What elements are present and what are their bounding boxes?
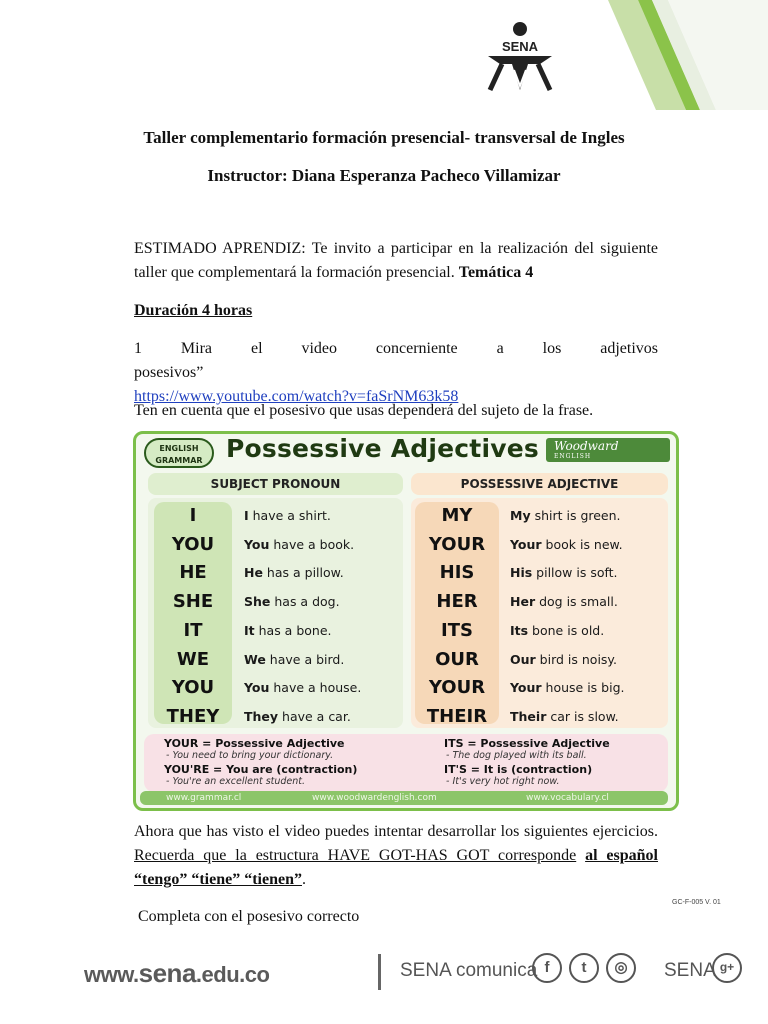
document-title: Taller complementario formación presencial- transversal de Ingles: [143, 128, 625, 147]
adjective-example-sentence: Her dog is small.: [510, 594, 618, 610]
pronoun-example-sentence: It has a bone.: [244, 622, 332, 638]
subject-pronoun: YOU: [171, 533, 215, 555]
adjective-example-sentence: Their car is slow.: [510, 708, 619, 724]
note-its-contraction-title: IT'S = It is (contraction): [444, 763, 593, 776]
footer-sena-label: SENA: [664, 960, 716, 981]
url-grammar: www.grammar.cl: [166, 793, 242, 803]
possessive-adjective: YOUR: [428, 677, 486, 699]
subject-pronoun: HE: [179, 562, 207, 584]
note-your-title: YOUR = Possessive Adjective: [164, 737, 345, 750]
instagram-icon[interactable]: ◎: [606, 953, 636, 983]
note-your-example: - You need to bring your dictionary.: [166, 750, 334, 761]
subject-pronoun: YOU: [171, 677, 215, 699]
note-its-example: - The dog played with its ball.: [446, 750, 587, 761]
footer-divider: [378, 954, 381, 990]
duracion-text: Duración 4 horas: [134, 302, 253, 319]
pronoun-example-sentence: You have a house.: [244, 680, 362, 696]
form-code: GC-F-005 V. 01: [672, 899, 721, 906]
infographic-title: Possessive Adjectives: [226, 434, 539, 463]
subject-pronoun: WE: [176, 648, 210, 670]
duracion-heading: [134, 299, 658, 323]
instructor-line: Instructor: Diana Esperanza Pacheco Villamizar: [207, 166, 561, 185]
possessive-adjective: YOUR: [428, 533, 486, 555]
possessive-adjective: OUR: [435, 648, 479, 670]
tematica-label: Temática 4: [458, 264, 534, 281]
subject-pronoun: THEY: [166, 705, 220, 727]
adjective-example-sentence: Your book is new.: [510, 536, 623, 552]
intro-text: ESTIMADO APRENDIZ: Te invito a participar en la realización del siguiente taller que complementará la formación presencial.: [134, 240, 658, 281]
url-woodward: www.woodwardenglish.com: [312, 793, 437, 803]
subject-pronoun: SHE: [172, 591, 214, 613]
url-vocabulary: www.vocabulary.cl: [526, 793, 609, 803]
possessive-adjective-header: POSSESSIVE ADJECTIVE: [411, 473, 668, 495]
possessive-adjective: HER: [436, 591, 478, 613]
footer-website[interactable]: www.sena.edu.co: [84, 958, 270, 988]
pronoun-example-sentence: He has a pillow.: [244, 565, 344, 581]
have-got-reminder: Recuerda que la estructura HAVE GOT-HAS GOT corresponde: [134, 847, 577, 864]
possessive-adjective: HIS: [439, 562, 475, 584]
note-its-contraction-example: - It's very hot right now.: [446, 776, 560, 787]
possessive-adjectives-infographic: [133, 431, 679, 811]
spanish-equivalents: al español “tengo” “tiene” “tienen”: [134, 847, 659, 888]
twitter-icon[interactable]: t: [569, 953, 599, 983]
google-plus-icon[interactable]: g+: [712, 953, 742, 983]
youtube-link[interactable]: https://www.youtube.com/watch?v=faSrNM63k58: [134, 388, 459, 405]
woodward-brand: Woodward ENGLISH: [546, 438, 670, 462]
facebook-icon[interactable]: f: [532, 953, 562, 983]
pronoun-example-sentence: We have a bird.: [244, 651, 345, 667]
note-youre-example: - You're an excellent student.: [166, 776, 306, 787]
adjective-example-sentence: Your house is big.: [510, 680, 625, 696]
pronoun-example-sentence: They have a car.: [244, 708, 351, 724]
subject-pronoun-header: SUBJECT PRONOUN: [148, 473, 403, 495]
adjective-example-sentence: My shirt is green.: [510, 508, 621, 523]
possessive-adjective: THEIR: [426, 705, 488, 727]
infographic-url-bar: [140, 791, 668, 805]
pronoun-example-sentence: You have a book.: [244, 536, 355, 552]
hint-paragraph: Ten en cuenta que el posesivo que usas dependerá del sujeto de la frase.: [134, 402, 594, 419]
svg-text:SENA: SENA: [501, 39, 539, 54]
header-stripes-decoration: [568, 0, 768, 110]
subject-pronoun: I: [189, 505, 197, 526]
pronoun-example-sentence: I have a shirt.: [244, 508, 331, 523]
intro-paragraph: [134, 237, 658, 285]
page-footer: [0, 944, 768, 1004]
pronoun-example-sentence: She has a dog.: [244, 594, 340, 610]
english-grammar-badge: ENGLISH GRAMMAR: [144, 438, 214, 468]
completa-instruction: Completa con el posesivo correcto: [138, 908, 360, 925]
possessive-adjective: ITS: [441, 619, 473, 641]
possessive-adjective: MY: [441, 505, 473, 526]
note-youre-title: YOU'RE = You are (contraction): [164, 763, 358, 776]
footer-sena-comunica: SENA comunica: [400, 960, 538, 981]
after-text: Ahora que has visto el video puedes intentar desarrollar los siguientes ejercicios.: [134, 823, 658, 840]
after-video-paragraph: Ahora que has visto el video puedes intentar desarrollar los siguientes ejercicios. Recuerda que la estructura HAVE GOT-HAS GOT corresponde al español “tengo” “tiene” “tienen”.: [134, 823, 659, 888]
step-1-text: 1 Mira el video concerniente a los adjetivos posesivos”: [134, 340, 658, 381]
adjective-example-sentence: Its bone is old.: [510, 622, 605, 638]
note-its-title: ITS = Possessive Adjective: [444, 737, 610, 750]
adjective-example-sentence: His pillow is soft.: [510, 565, 618, 581]
adjective-example-sentence: Our bird is noisy.: [510, 651, 618, 667]
subject-pronoun: IT: [183, 619, 203, 641]
sena-logo: [482, 20, 558, 94]
